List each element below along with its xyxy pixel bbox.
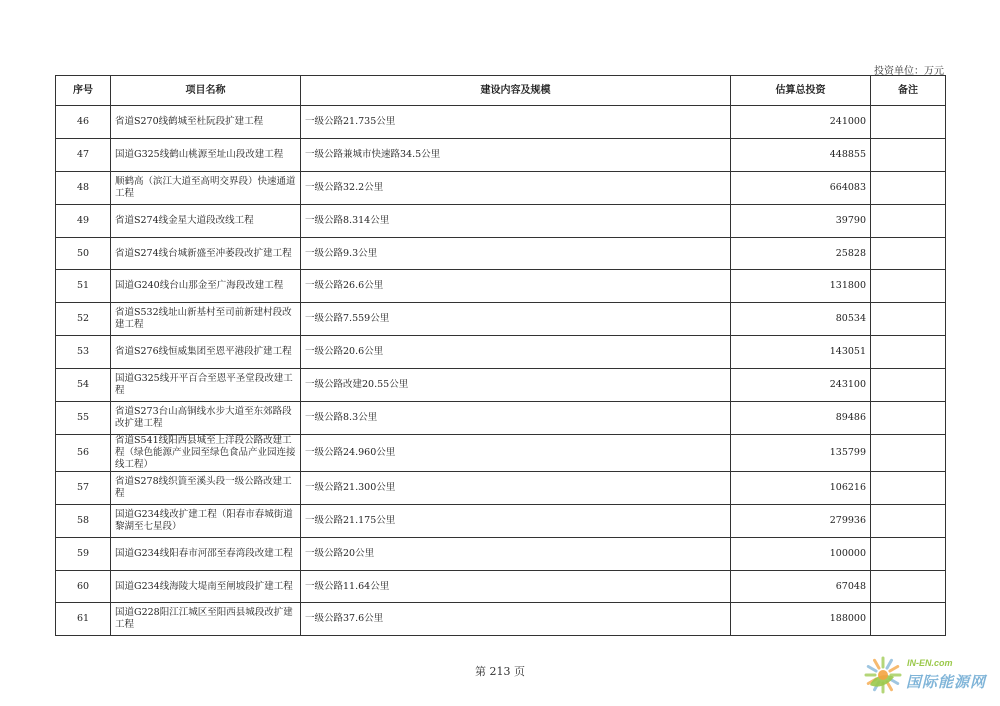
cell-note bbox=[871, 603, 946, 636]
table-row bbox=[56, 270, 946, 303]
cell-content: 一级公路8.3公里 bbox=[301, 402, 731, 435]
cell-no: 53 bbox=[56, 336, 111, 369]
cell-no: 48 bbox=[56, 171, 111, 204]
column-header-investment: 估算总投资 bbox=[731, 76, 871, 106]
cell-note bbox=[871, 434, 946, 471]
cell-no: 50 bbox=[56, 237, 111, 270]
cell-content: 一级公路11.64公里 bbox=[301, 570, 731, 603]
cell-note bbox=[871, 402, 946, 435]
unit-note: 投资单位：万元 bbox=[874, 66, 944, 77]
cell-project-name: 顺鹤高（滨江大道至高明交界段）快速通道工程 bbox=[111, 171, 301, 204]
column-header-no: 序号 bbox=[56, 76, 111, 106]
cell-project-name: 国道G234线海陵大堤南至闸坡段扩建工程 bbox=[111, 570, 301, 603]
table-row bbox=[56, 303, 946, 336]
cell-no: 55 bbox=[56, 402, 111, 435]
cell-no: 52 bbox=[56, 303, 111, 336]
cell-content: 一级公路8.314公里 bbox=[301, 204, 731, 237]
cell-investment: 664083 bbox=[731, 171, 871, 204]
cell-investment: 67048 bbox=[731, 570, 871, 603]
table-row bbox=[56, 471, 946, 504]
table-row bbox=[56, 537, 946, 570]
cell-project-name: 省道S270线鹤城至杜阮段扩建工程 bbox=[111, 106, 301, 139]
cell-project-name: 省道S278线织篢至溪头段一级公路改建工程 bbox=[111, 471, 301, 504]
cell-content: 一级公路26.6公里 bbox=[301, 270, 731, 303]
logo-cn-text: 国际能源网 bbox=[906, 673, 987, 691]
cell-investment: 279936 bbox=[731, 504, 871, 537]
cell-no: 61 bbox=[56, 603, 111, 636]
cell-no: 56 bbox=[56, 434, 111, 471]
cell-no: 49 bbox=[56, 204, 111, 237]
cell-note bbox=[871, 537, 946, 570]
cell-investment: 448855 bbox=[731, 138, 871, 171]
column-header-note: 备注 bbox=[871, 76, 946, 106]
logo-ray bbox=[868, 667, 876, 672]
logo-ray bbox=[890, 667, 898, 672]
table-header-row bbox=[56, 76, 946, 106]
cell-note bbox=[871, 106, 946, 139]
cell-content: 一级公路改建20.55公里 bbox=[301, 369, 731, 402]
cell-no: 59 bbox=[56, 537, 111, 570]
cell-project-name: 省道S274线台城新盛至冲萎段改扩建工程 bbox=[111, 237, 301, 270]
cell-no: 57 bbox=[56, 471, 111, 504]
table-row bbox=[56, 237, 946, 270]
cell-note bbox=[871, 570, 946, 603]
cell-project-name: 省道S276线恒威集团至恩平港段扩建工程 bbox=[111, 336, 301, 369]
cell-no: 47 bbox=[56, 138, 111, 171]
cell-note bbox=[871, 336, 946, 369]
column-header-name: 项目名称 bbox=[111, 76, 301, 106]
table-row bbox=[56, 402, 946, 435]
cell-note bbox=[871, 138, 946, 171]
cell-note bbox=[871, 237, 946, 270]
cell-investment: 25828 bbox=[731, 237, 871, 270]
cell-project-name: 国道G325线鹤山桃源至址山段改建工程 bbox=[111, 138, 301, 171]
cell-no: 51 bbox=[56, 270, 111, 303]
cell-no: 46 bbox=[56, 106, 111, 139]
cell-investment: 243100 bbox=[731, 369, 871, 402]
table-row bbox=[56, 336, 946, 369]
cell-note bbox=[871, 171, 946, 204]
page-number: 第 213 页 bbox=[475, 665, 525, 678]
cell-investment: 143051 bbox=[731, 336, 871, 369]
table-row bbox=[56, 570, 946, 603]
cell-content: 一级公路兼城市快速路34.5公里 bbox=[301, 138, 731, 171]
cell-content: 一级公路21.300公里 bbox=[301, 471, 731, 504]
cell-investment: 39790 bbox=[731, 204, 871, 237]
cell-no: 60 bbox=[56, 570, 111, 603]
cell-project-name: 国道G325线开平百合至恩平圣堂段改建工程 bbox=[111, 369, 301, 402]
cell-note bbox=[871, 504, 946, 537]
cell-content: 一级公路21.175公里 bbox=[301, 504, 731, 537]
cell-project-name: 国道G234线改扩建工程（阳春市春城街道黎湖至七星段） bbox=[111, 504, 301, 537]
cell-content: 一级公路32.2公里 bbox=[301, 171, 731, 204]
cell-note bbox=[871, 204, 946, 237]
cell-content: 一级公路24.960公里 bbox=[301, 434, 731, 471]
cell-project-name: 国道G234线阳春市河邵至春湾段改建工程 bbox=[111, 537, 301, 570]
cell-project-name: 省道S274线金星大道段改线工程 bbox=[111, 204, 301, 237]
cell-project-name: 省道S273台山高铜线水步大道至东郊路段改扩建工程 bbox=[111, 402, 301, 435]
table-row bbox=[56, 369, 946, 402]
in-en-logo bbox=[862, 655, 992, 699]
logo-en-text: IN-EN.com bbox=[907, 658, 953, 668]
cell-investment: 188000 bbox=[731, 603, 871, 636]
cell-content: 一级公路9.3公里 bbox=[301, 237, 731, 270]
project-table bbox=[55, 75, 946, 636]
cell-no: 58 bbox=[56, 504, 111, 537]
cell-investment: 241000 bbox=[731, 106, 871, 139]
cell-content: 一级公路37.6公里 bbox=[301, 603, 731, 636]
sun-leaf-icon bbox=[862, 655, 904, 695]
cell-investment: 131800 bbox=[731, 270, 871, 303]
table-row bbox=[56, 204, 946, 237]
cell-investment: 106216 bbox=[731, 471, 871, 504]
cell-project-name: 省道S532线址山新基村至司前新建村段改建工程 bbox=[111, 303, 301, 336]
column-header-content: 建设内容及规模 bbox=[301, 76, 731, 106]
cell-investment: 100000 bbox=[731, 537, 871, 570]
cell-no: 54 bbox=[56, 369, 111, 402]
cell-project-name: 省道S541线阳西县城至上洋段公路改建工程（绿色能源产业园至绿色食品产业园连接线工程） bbox=[111, 434, 301, 471]
cell-content: 一级公路20.6公里 bbox=[301, 336, 731, 369]
logo-ray bbox=[887, 682, 892, 690]
cell-note bbox=[871, 471, 946, 504]
cell-content: 一级公路7.559公里 bbox=[301, 303, 731, 336]
cell-project-name: 国道G240线台山那金至广海段改建工程 bbox=[111, 270, 301, 303]
cell-investment: 135799 bbox=[731, 434, 871, 471]
table-row bbox=[56, 504, 946, 537]
table-row bbox=[56, 106, 946, 139]
cell-content: 一级公路20公里 bbox=[301, 537, 731, 570]
cell-project-name: 国道G228阳江江城区至阳西县城段改扩建工程 bbox=[111, 603, 301, 636]
cell-investment: 89486 bbox=[731, 402, 871, 435]
cell-note bbox=[871, 303, 946, 336]
table-row bbox=[56, 603, 946, 636]
table-row bbox=[56, 138, 946, 171]
cell-note bbox=[871, 369, 946, 402]
cell-investment: 80534 bbox=[731, 303, 871, 336]
cell-note bbox=[871, 270, 946, 303]
logo-ray bbox=[887, 660, 892, 668]
cell-content: 一级公路21.735公里 bbox=[301, 106, 731, 139]
table-body bbox=[56, 106, 946, 636]
logo-ray bbox=[875, 660, 880, 668]
table-row bbox=[56, 171, 946, 204]
table-row bbox=[56, 434, 946, 471]
